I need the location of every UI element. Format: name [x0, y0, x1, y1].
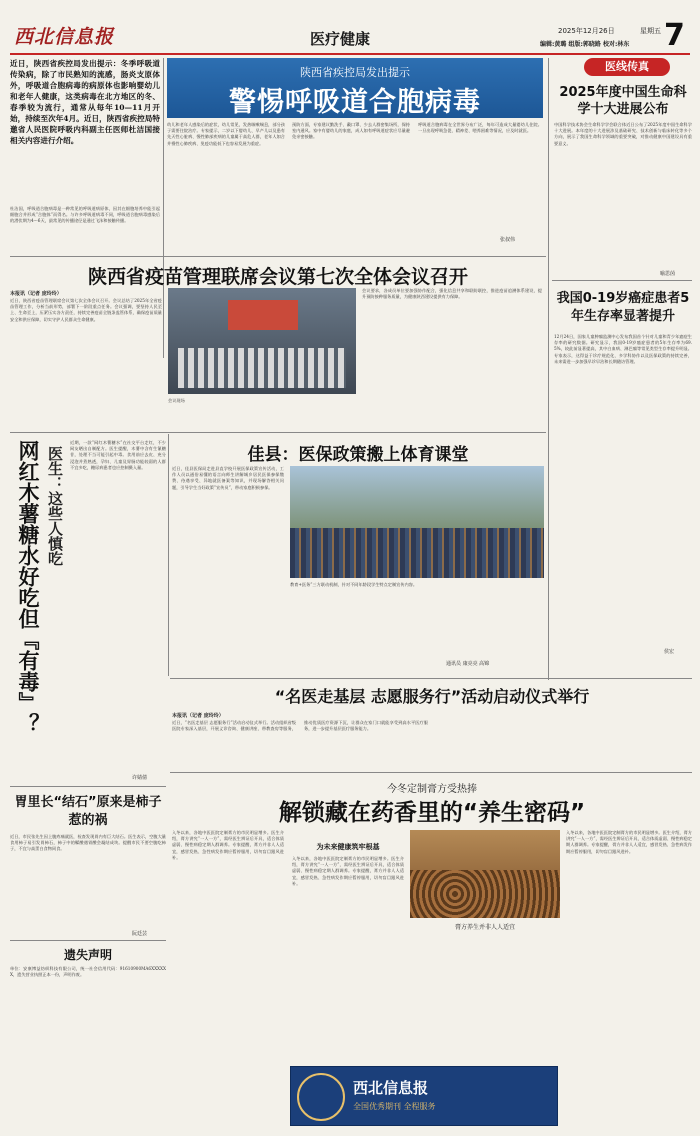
sweet-body: 近期，一款“网红木薯糖水”在社交平台走红，不少网友晒出自制配方。医生提醒，木薯中含有生氰糖苷，处理不当可能引起中毒。食用前应去皮、充分浸泡并煮熟透，孕妇、儿童及胃肠功能较弱的人群不宜多吃，糖尿病患者也应控制摄入量。	[70, 440, 166, 470]
jiaxian-body: 近日，佳县医保局走进县直学校开展医保政策宣传活动，工作人员以通俗易懂的语言向师生讲解城乡居民医保参保缴费、待遇享受、异地就医备案等知识，并现场解答相关问题，引导学生当好政策“宣传员”，带动家庭积极参保。	[172, 466, 284, 490]
medicine-body: 入冬以来，各地中医医院定制膏方的市民明显增多。医生介绍，膏方讲究“一人一方”，需经医生辨证后开具，适合体质虚弱、慢性病稳定期人群调养。专家提醒，膏方并非人人适宜，感冒发热、急性病发作期应暂停服用，切勿盲目跟风进补。	[172, 830, 284, 860]
persimmon-body: 近日，市民张先生因上腹疼痛就医，检查发现胃内有巨大结石。医生表示，空腹大量食用柿子易引发胃柿石，柿子中的鞣酸遇胃酸会凝结成块。提醒市民不要空腹吃柿子，不宜与高蛋白食物同食。	[10, 834, 166, 852]
page-number: 7	[664, 18, 685, 53]
paper-name: 西北信息报	[14, 26, 115, 48]
lead-summary: 近日，陕西省疾控局发出提示：冬季呼吸道传染病，除了市民熟知的流感，肠炎支原体外，呼吸道合胞病毒的病原体也影响婴幼儿和老年人健康，这类病毒在北方地区的冬、春季较为流行，通常从每年10—11月开始，持续至次年4月。近日，陕西省疾控局特邀省人民医院呼吸内科副主任医师杜洁国接相关内容进行介绍。	[10, 59, 160, 145]
rsv-author: 张叔伟	[500, 237, 516, 243]
sweet-title: 网红木薯糖水好吃但『有毒』？	[16, 440, 40, 734]
medicine-title: 解锁藏在药香里的“养生密码”	[278, 800, 586, 826]
section-rule	[552, 280, 692, 281]
volunteer-byline: 本报讯（记者 庞玲玲）	[172, 713, 224, 719]
photo-table	[178, 348, 346, 388]
ad-strip	[290, 1066, 558, 1126]
jiaxian-title: 佳县：医保政策搬上体育课堂	[247, 445, 469, 465]
meeting-body2: 会议要求，各成员单位要加强协作配合，强化信息共享和联防联控，推进疫苗追溯体系建设，提升预防接种服务质量，为健康陕西建设提供有力保障。	[362, 288, 542, 300]
medicine-kicker: 今冬定制膏方受热捧	[387, 784, 477, 795]
rsv-col3: 呼吸道合胞病毒在全世界分布广泛，每年可造成大量婴幼儿住院。一旦出现呼吸急促、精神差、喂养困难等情况，应及时就医。	[418, 122, 542, 134]
medicine-subhead: 为未来健康筑牢根基	[316, 843, 380, 851]
sweet-author: 许婧倩	[132, 775, 148, 781]
issue-weekday: 星期五	[640, 27, 661, 35]
volunteer-body: 近日，“名医走基层 志愿服务行”活动启动仪式举行。活动组织省级医院专家深入基层，开展义诊咨询、健康讲座、带教查房等服务，推动优质医疗资源下沉，让群众在家门口就能享受到高水平医疗服务，进一步提升基层医疗服务能力。	[172, 720, 428, 732]
meeting-body: 近日，陕西省疫苗管理联席会议第七次全体会议召开。会议总结了2025年全省疫苗管理工作，分析当前形势，部署下一阶段重点任务。会议强调，要坚持人民至上、生命至上，压紧压实各方责任，持续完善疫苗全链条监管体系，确保疫苗质量安全和供应保障，切实守护人民群众生命健康。	[10, 298, 162, 322]
ad-seal	[297, 1073, 345, 1121]
cancer-title: 我国0-19岁癌症患者5年生存率显著提升	[556, 291, 690, 324]
section-rule	[10, 940, 166, 941]
jiaxian-caption: 教育+医务“三方联动机制，针对不同年龄段学生特点定制宣传内容。	[290, 582, 418, 587]
col-rule	[168, 434, 169, 676]
rsv-banner	[167, 58, 543, 118]
rsv-title: 警惕呼吸道合胞病毒	[229, 87, 481, 118]
editors-line: 编辑:黄璐 组版:郭晓路 校对:林东	[540, 41, 630, 48]
notice-title: 遗失声明	[63, 948, 112, 962]
award-author: 喻思茵	[660, 271, 676, 277]
masthead-rule	[10, 53, 690, 55]
persimmon-title: 胃里长“结石”原来是柿子惹的祸	[14, 795, 162, 828]
cancer-author: 侯宏	[664, 649, 675, 655]
meeting-title: 陕西省疫苗管理联席会议第七次全体会议召开	[87, 266, 468, 288]
section-name: 医疗健康	[310, 30, 371, 48]
rsv-col2: 预防方面，专家建议勤洗手、戴口罩、少去人群密集场所，保持室内通风。家中有婴幼儿的家庭，成人如有呼吸道症状应尽量避免亲密接触。	[292, 122, 410, 140]
medicine-photo	[410, 830, 560, 918]
meeting-caption: 会议现场	[168, 398, 185, 403]
rsv-col1: 幼儿和老年人感染后的症状，幼儿常见，发热咳嗽喘息，部分孩子需要住院治疗。专家提示，二岁以下婴幼儿、早产儿以及患有先天性心脏病、慢性肺部疾病的儿童属于高危人群，老年人如合并慢性心肺疾病、免疫功能低下也容易发展为重症。	[167, 122, 285, 146]
photo-crowd	[290, 528, 544, 578]
masthead	[0, 0, 700, 52]
section-rule	[10, 786, 166, 787]
sweet-kicker: 医生：这些人慎吃	[46, 446, 64, 566]
rsv-kicker: 陕西省疾控局发出提示	[300, 66, 410, 79]
meeting-byline: 本报讯（记者 庞玲玲）	[10, 291, 62, 297]
medicine-caption: 膏方养生并非人人适宜	[454, 924, 515, 931]
section-rule	[170, 678, 692, 679]
volunteer-title: “名医走基层 志愿服务行”活动启动仪式举行	[274, 687, 590, 706]
notice-body: 单位：安康博益纺织科技有限公司，统一社会信用代码：91610900MA6XXXXXX，遗失营业执照正本一份，声明作废。	[10, 966, 166, 978]
jiaxian-author: 通讯员 康亮亮 高锦	[446, 661, 490, 667]
award-tag-label: 医线传真	[605, 60, 649, 73]
col-rule	[548, 58, 549, 680]
section-rule	[170, 772, 692, 773]
section-rule	[10, 432, 546, 433]
section-rule	[10, 256, 546, 257]
col-rule	[163, 58, 164, 358]
meeting-photo	[168, 288, 356, 394]
ad-title: 西北信息报	[353, 1079, 429, 1097]
cancer-body: 12月24日，国家儿童肿瘤监测中心发布我国首个针对儿童和青少年癌症生存率的研究数据。研究显示，我国0-19岁癌症患者的5年生存率为69.5%，较此前显著提高，其中白血病、淋巴瘤等常见类型生存率提升明显。专家表示，这得益于诊疗规范化、多学科协作以及医保政策的持续完善，未来需进一步加强早诊早治和长期随访管理。	[554, 334, 692, 364]
award-body: 中国科学技术协会生命科学学会联合体近日公布了2025年度中国生命科学十大进展。本年度的十大进展涉及基础研究、技术创新与临床转化等多个方向，展示了我国生命科学领域的重要突破，对推动健康中国建设具有重要意义。	[554, 122, 692, 146]
photo-herbs	[410, 870, 560, 918]
medicine-body3: 入冬以来，各地中医医院定制膏方的市民明显增多。医生介绍，膏方讲究“一人一方”，需经医生辨证后开具，适合体质虚弱、慢性病稳定期人群调养。专家提醒，膏方并非人人适宜，感冒发热、急性病发作期应暂停服用，切勿盲目跟风进补。	[566, 830, 692, 854]
award-title: 2025年度中国生命科学十大进展公布	[559, 85, 687, 117]
photo-screen	[228, 300, 298, 330]
medicine-body2: 入冬以来，各地中医医院定制膏方的市民明显增多。医生介绍，膏方讲究“一人一方”，需经医生辨证后开具，适合体质虚弱、慢性病稳定期人群调养。专家提醒，膏方并非人人适宜，感冒发热、急性病发作期应暂停服用，切勿盲目跟风进补。	[292, 856, 404, 886]
jiaxian-photo	[290, 466, 544, 578]
lead-body: 杜洁国，呼吸道合胞病毒是一种常见的呼吸道病原体，因其在细胞培养中能引起细胞合并形成“合胞体”而得名。与许多呼吸道病毒不同，呼吸道合胞病毒感染后的潜伏期为4～6天，最常见的传播途径是通过飞沫和接触传播。	[10, 206, 160, 224]
issue-date: 2025年12月26日	[558, 27, 615, 35]
ad-sub: 全国优秀期刊 全程服务	[353, 1102, 436, 1111]
persimmon-author: 阮廷芸	[132, 931, 148, 937]
award-tag	[584, 58, 670, 76]
